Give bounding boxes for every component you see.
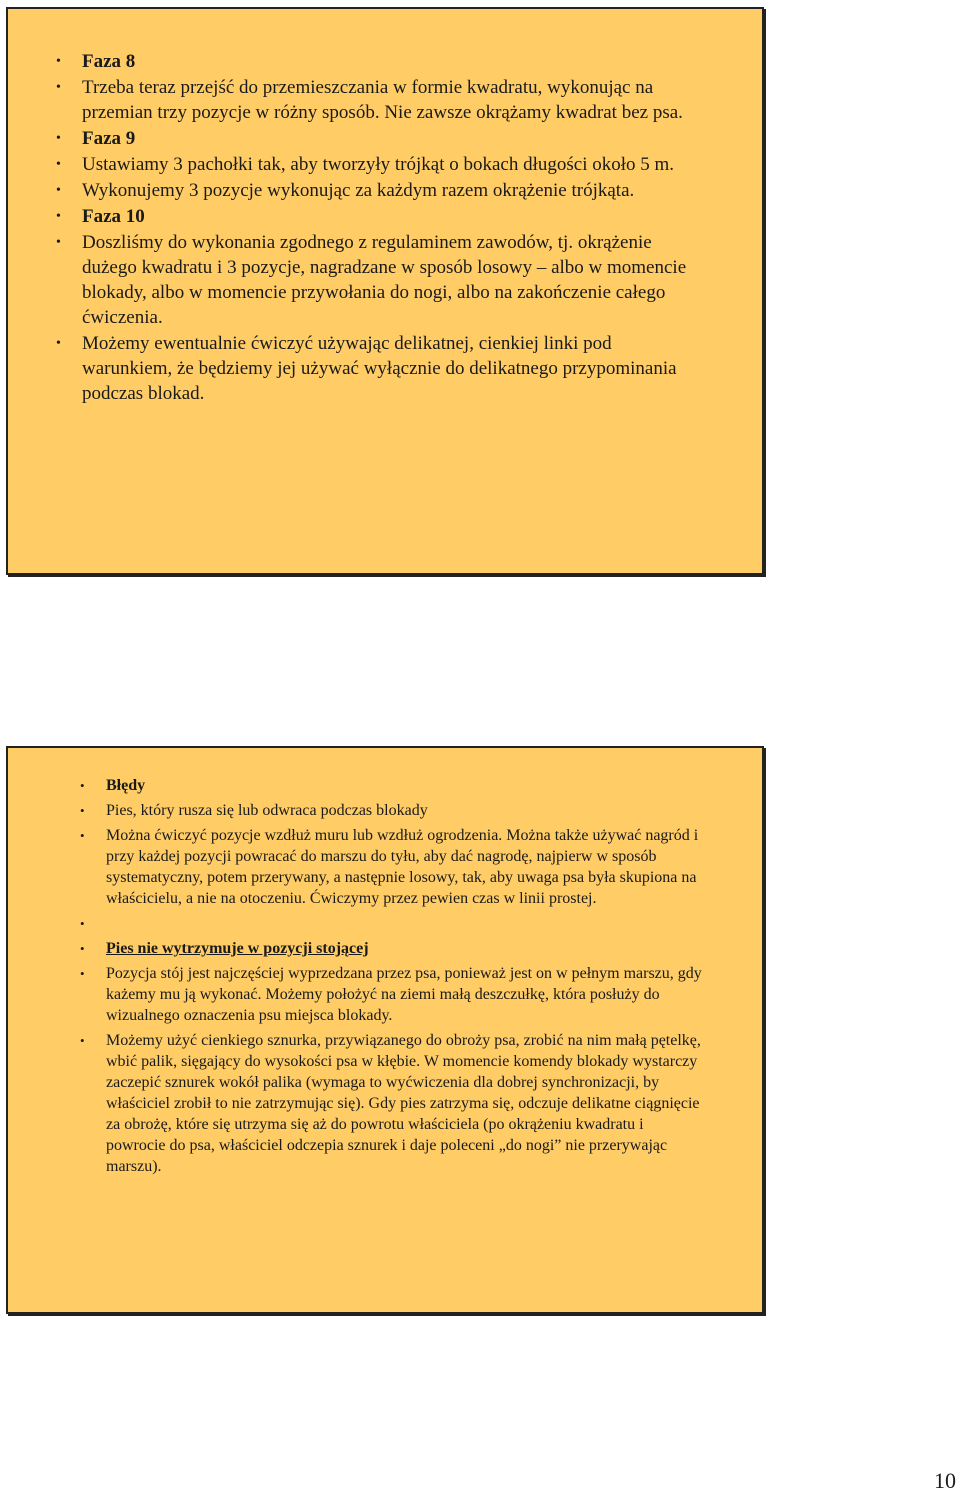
slide-1-item — [56, 152, 702, 177]
bullet-icon: • — [56, 183, 61, 198]
bullet-icon: • — [56, 54, 61, 69]
slide-2-heading: Pies nie wytrzymuje w pozycji stojącej — [106, 940, 369, 957]
slide-1-bullet-list — [56, 49, 702, 406]
slide-1-item-text: Faza 9 — [82, 128, 136, 149]
slide-1-item — [56, 49, 702, 74]
slide-1-item-text: Faza 8 — [82, 51, 136, 72]
slide-1-item-text: Ustawiamy 3 pachołki tak, aby tworzyły trójkąt o bokach długości około 5 m. — [82, 154, 675, 175]
slide-2-item — [56, 938, 702, 959]
bullet-icon: • — [56, 157, 61, 172]
bullet-icon: • — [80, 916, 85, 931]
slide-1-item-text: Trzeba teraz przejść do przemieszczania w formie kwadratu, wykonując na przemian trzy pozycje w różny sposób. Nie zawsze okrążamy kwadrat bez psa. — [82, 77, 683, 123]
bullet-icon: • — [80, 803, 85, 818]
slide-2-empty-item — [56, 913, 702, 934]
slide-2-item — [56, 825, 702, 909]
slide-1-item — [56, 75, 702, 125]
slide-2-item — [56, 1030, 702, 1177]
bullet-icon: • — [80, 966, 85, 981]
bullet-icon: • — [56, 131, 61, 146]
bullet-icon: • — [56, 336, 61, 351]
slide-1-item — [56, 204, 702, 229]
slide-2 — [6, 746, 764, 1314]
slide-2-item — [56, 963, 702, 1026]
slide-1-item-text: Faza 10 — [82, 206, 145, 227]
slide-1-item — [56, 126, 702, 151]
slide-1 — [6, 7, 764, 575]
bullet-icon: • — [80, 828, 85, 843]
slide-2-item-text: Pies, który rusza się lub odwraca podczas blokady — [106, 802, 428, 819]
slide-2-item-text: Można ćwiczyć pozycje wzdłuż muru lub wzdłuż ogrodzenia. Można także używać nagród i przy każdej pozycji powracać do marszu do tyłu, aby dać nagrodę, najpierw w sposób systematyczny, potem przerywany, a następnie losowy, tak, aby uwaga psa była skupiona na właścicielu, a nie na otoczeniu. Ćwiczymy przez pewien czas w linii prostej. — [106, 827, 699, 907]
slide-2-bullet-list — [56, 775, 702, 1177]
slide-1-item-text: Możemy ewentualnie ćwiczyć używając delikatnej, cienkiej linki pod warunkiem, że będziemy jej używać wyłącznie do delikatnego przypominania podczas blokad. — [82, 333, 677, 404]
page-number: 10 — [934, 1468, 956, 1493]
slide-1-item — [56, 230, 702, 330]
slide-2-item — [56, 800, 702, 821]
bullet-icon: • — [56, 235, 61, 250]
bullet-icon: • — [56, 209, 61, 224]
slide-2-item — [56, 775, 702, 796]
slide-1-item-text: Wykonujemy 3 pozycje wykonując za każdym razem okrążenie trójkąta. — [82, 180, 635, 201]
slide-2-item-text: Możemy użyć cienkiego sznurka, przywiązanego do obroży psa, zrobić na nim małą pętelkę, wbić palik, sięgający do wysokości psa w kłębie. W momencie komendy blokady wystarczy zaczepić sznurek wokół palika (wymaga to wyćwiczenia dla dobrej synchronizacji, by właściciel zrobił to nie zatrzymując się). Gdy pies zatrzyma się, odczuje delikatne ciągnięcie za obrożę, które się utrzyma się aż do powrotu właściciela (po okrążeniu kwadratu i powrocie do psa, właściciel odczepia sznurek i daje poleceni „do nogi” nie przerywając marszu). — [106, 1032, 701, 1175]
bullet-icon: • — [80, 778, 85, 793]
slide-1-item — [56, 178, 702, 203]
bullet-icon: • — [56, 80, 61, 95]
slide-1-item — [56, 331, 702, 406]
slide-2-heading: Błędy — [106, 777, 146, 794]
slide-1-item-text: Doszliśmy do wykonania zgodnego z regulaminem zawodów, tj. okrążenie dużego kwadratu i 3 pozycje, nagradzane w sposób losowy – albo w momencie blokady, albo w momencie przywołania do nogi, albo na zakończenie całego ćwiczenia. — [82, 232, 687, 328]
bullet-icon: • — [80, 1033, 85, 1048]
slide-2-item-text: Pozycja stój jest najczęściej wyprzedzana przez psa, ponieważ jest on w pełnym marszu, gdy każemy mu ją wykonać. Możemy położyć na ziemi małą deszczułkę, która posłuży do wizualnego oznaczenia psu miejsca blokady. — [106, 965, 702, 1024]
bullet-icon: • — [80, 941, 85, 956]
